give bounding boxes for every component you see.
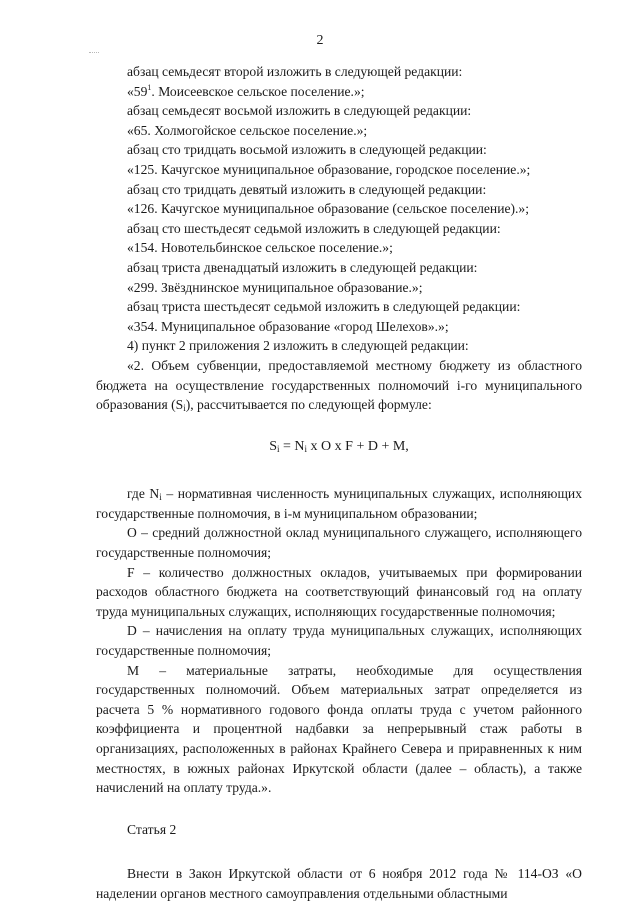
article-heading: Статья 2 [127,821,177,837]
amendment-text: «154. Новотельбинское сельское поселение.»; [127,240,393,256]
page-number: 2 [316,33,324,48]
article-text: Внести в Закон Иркутской области от 6 ноября 2012 года № 114-ОЗ «О наделении органов местного самоуправления отдельными областными [96,866,582,901]
document-body [96,62,582,904]
amendment-instruction: абзац сто тридцать девятый изложить в следующей редакции: [127,181,487,197]
amendment-instruction: абзац сто шестьдесят седьмой изложить в следующей редакции: [127,220,501,236]
amendment-text: «354. Муниципальное образование «город Шелехов».»; [127,318,449,334]
amendment-text: «299. Звёзднинское муниципальное образование.»; [127,279,423,295]
definition-m: M – материальные затраты, необходимые для осуществления государственных полномочий. Объем материальных затрат определяется из расчета 5 % нормативного годового фонда оплаты труда с учетом районного коэффициента и процентной надбавки за непрерывный стаж работы в организациях, расположенных в районах Крайнего Севера и приравненных к ним местностях, в южных районах Иркутской области (далее – область), а также начислений на оплату труда.». [96,662,582,796]
formula: $S_i = N_i$ x O x F + D + M, [269,438,409,454]
point-2-paragraph: «2. Объем субвенции, предоставляемой местному бюджету из областного бюджета на осуществление государственных полномочий i-го муниципального образования $(S_i)$, рассчитывается по следующей формуле: [96,357,582,414]
definition-d: D – начисления на оплату труда муниципальных служащих, исполняющих государственные полномочия; [96,623,582,659]
amendment-instruction: абзац семьдесят второй изложить в следующей редакции: [127,64,463,79]
amendment-instruction: абзац триста двенадцатый изложить в следующей редакции: [127,259,478,275]
amendment-instruction: абзац семьдесят восьмой изложить в следующей редакции: [127,103,472,119]
amendment-instruction: абзац сто тридцать восьмой изложить в следующей редакции: [127,142,487,158]
amendment-text: «65. Холмогойское сельское поселение.»; [127,122,368,138]
definition-f: F – количество должностных окладов, учитываемых при формировании расходов областного бюджета на соответствующий финансовый год на оплату труда муниципальных служащих, исполняющих государственные полномочия; [96,564,582,619]
amendment-text: «$59^1$. Моисеевское сельское поселение.»; [127,82,365,99]
amendment-text: «126. Качугское муниципальное образование (сельское поселение).»; [127,201,530,217]
definition-n: где $N_i$ – нормативная численность муниципальных служащих, исполняющих государственные полномочия, в i-м муниципальном образовании; [96,486,582,521]
amendment-instruction: абзац триста шестьдесят седьмой изложить в следующей редакции: [127,299,521,315]
point-4: 4) пункт 2 приложения 2 изложить в следующей редакции: [127,338,469,354]
definition-o: O – средний должностной оклад муниципального служащего, исполняющего государственные полномочия; [96,525,582,561]
scan-mark [89,52,99,55]
amendment-text: «125. Качугское муниципальное образование, городское поселение.»; [127,161,531,177]
